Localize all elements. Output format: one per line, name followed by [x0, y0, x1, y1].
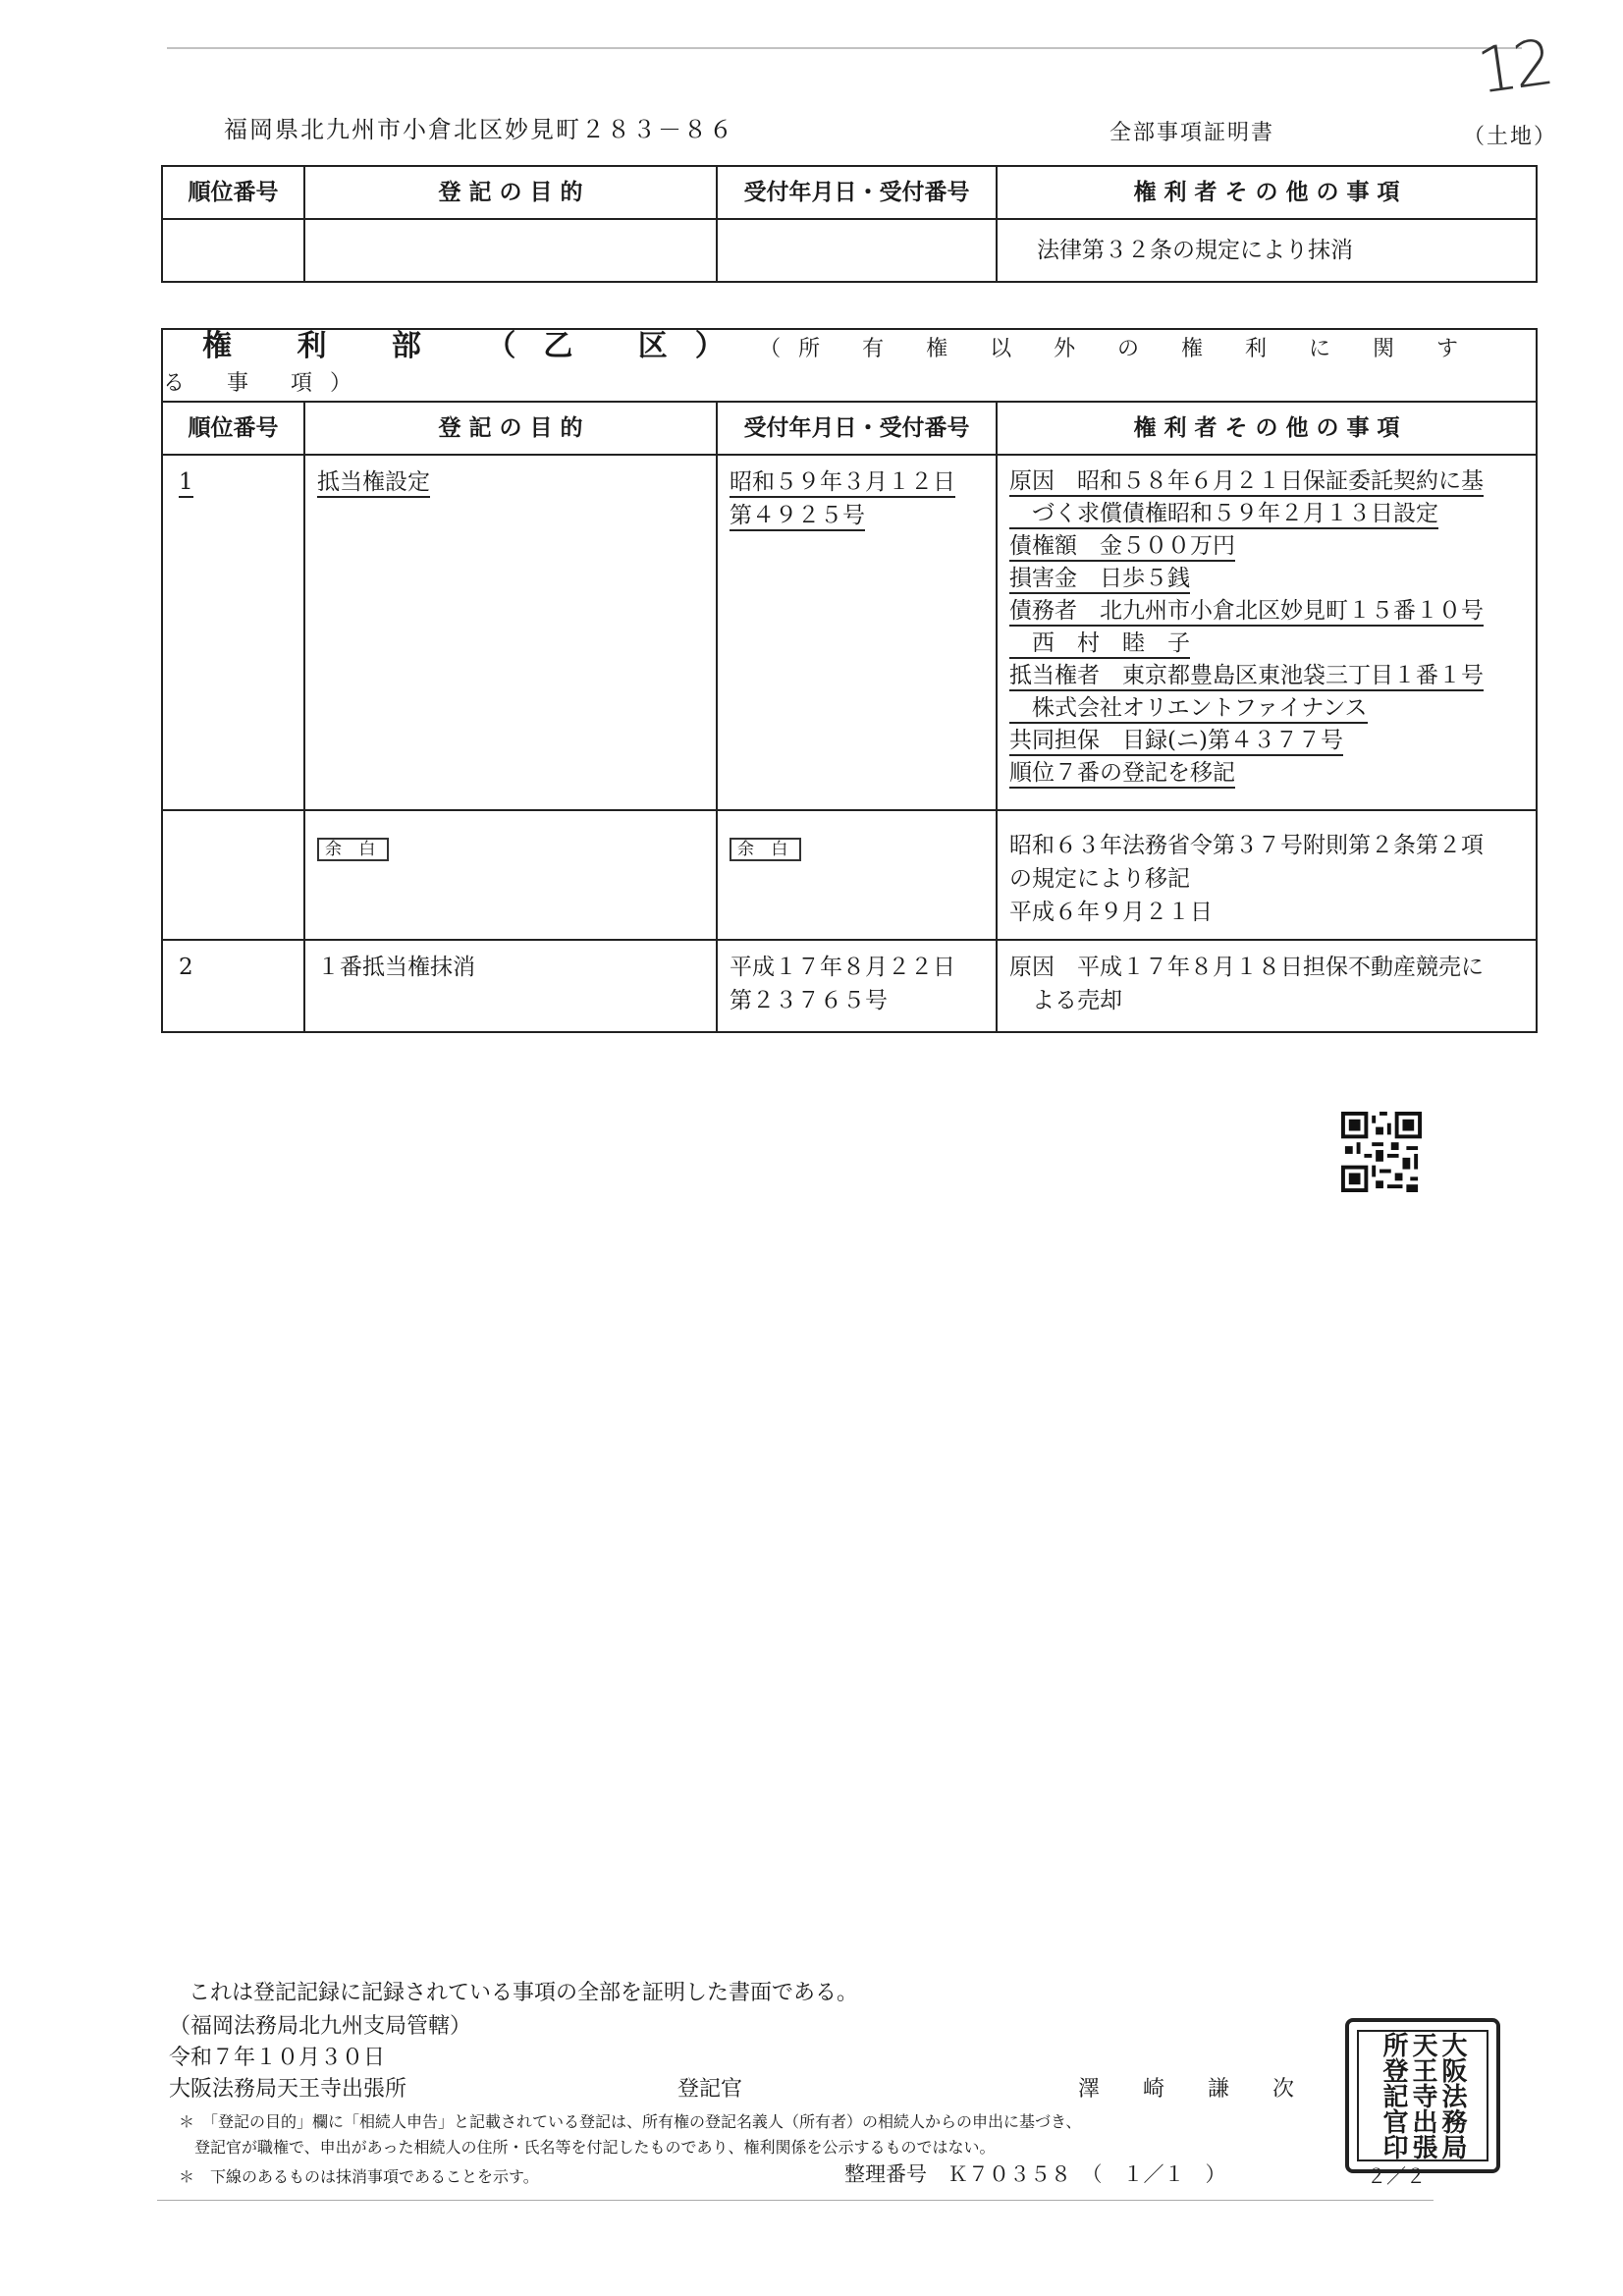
page-number: ２／２ [1367, 2164, 1426, 2188]
blank-stamp: 余 白 [317, 838, 389, 861]
holder-text: 法律第３２条の規定により抹消 [1037, 238, 1353, 263]
col-receipt: 受付年月日・受付番号 [717, 166, 997, 219]
col-rank: 順位番号 [162, 402, 304, 455]
table-row [162, 810, 1537, 940]
handwritten-page-number: 12 [1473, 27, 1555, 109]
document-type: 全部事項証明書 [1109, 121, 1275, 145]
note-line: 登記官が職権で、申出があった相続人の住所・氏名等を付記したものであり、権利関係を公示するものではない。 [179, 2138, 996, 2157]
bottom-divider [157, 2200, 1434, 2201]
entry-line: 損害金 日歩５銭 [1009, 565, 1190, 594]
top-scan-line [167, 47, 1522, 49]
col-holder: 権 利 者 そ の 他 の 事 項 [997, 166, 1537, 219]
blank-stamp: 余 白 [730, 838, 801, 861]
column-header-row [162, 402, 1537, 455]
continuation-table [161, 165, 1538, 283]
entry-purpose: 抵当権設定 [317, 468, 430, 498]
issue-date: 令和７年１０月３０日 [169, 2046, 386, 2070]
entry-line: 株式会社オリエントファイナンス [1009, 694, 1368, 724]
entry-rank: 1 [179, 468, 193, 498]
entry-purpose: １番抵当権抹消 [317, 955, 475, 980]
col-holder: 権 利 者 そ の 他 の 事 項 [997, 402, 1537, 455]
entry-line: 抵当権者 東京都豊島区東池袋三丁目１番１号 [1009, 662, 1484, 691]
otsu-section-table [161, 328, 1538, 1033]
entry-line: 順位７番の登記を移記 [1009, 759, 1235, 789]
column-header-row [162, 166, 1537, 219]
section-title-row [162, 329, 1537, 402]
entry-receipt-no: 第２３７６５号 [730, 988, 888, 1013]
entry-receipt-date: 昭和５９年３月１２日 [730, 468, 955, 498]
reference-number: 整理番号 Ｋ７０３５８ （ １／１ ） [844, 2162, 1226, 2186]
entry-rank: 2 [179, 955, 193, 980]
col-receipt: 受付年月日・受付番号 [717, 402, 997, 455]
col-purpose: 登 記 の 目 的 [304, 402, 717, 455]
entry-receipt-date: 平成１７年８月２２日 [730, 955, 955, 980]
certification-text: これは登記記録に記録されている事項の全部を証明した書面である。 [189, 1981, 859, 2005]
property-address: 福岡県北九州市小倉北区妙見町２８３－８６ [224, 116, 734, 143]
note-line: ＊ 下線のあるものは抹消事項であることを示す。 [179, 2167, 539, 2186]
table-row [162, 455, 1537, 810]
qr-code-icon [1341, 1112, 1422, 1192]
table-row [162, 940, 1537, 1032]
entry-line: 原因 平成１７年８月１８日担保不動産競売に [1009, 955, 1484, 980]
entry-line: 債権額 金５００万円 [1009, 532, 1235, 562]
entry-line: の規定により移記 [1009, 866, 1190, 892]
jurisdiction: （福岡法務局北九州支局管轄） [169, 2014, 472, 2039]
officer-name: 澤 崎 謙 次 [1078, 2077, 1295, 2102]
note-line: ＊ 「登記の目的」欄に「相続人申告」と記載されている登記は、所有権の登記名義人（所有者）の相続人からの申出に基づき、 [179, 2112, 1082, 2131]
table-row [162, 219, 1537, 282]
entry-line: 西 村 睦 子 [1009, 629, 1190, 659]
officer-title: 登記官 [677, 2077, 743, 2102]
issuing-office: 大阪法務局天王寺出張所 [169, 2077, 407, 2102]
entry-line: 共同担保 目録(ニ)第４３７７号 [1009, 727, 1343, 756]
entry-line: 原因 昭和５８年６月２１日保証委託契約に基 [1009, 467, 1484, 497]
section-subtitle: （所 有 権 以 外 の 権 利 に 関 す る 事 項） [163, 337, 1477, 396]
official-seal [1345, 2018, 1500, 2173]
entry-line: づく求償債権昭和５９年２月１３日設定 [1009, 500, 1438, 529]
entry-line: 昭和６３年法務省令第３７号附則第２条第２項 [1009, 833, 1484, 858]
seal-text: 大阪法務局天王寺出張所登記官印 [1379, 2032, 1467, 2159]
entry-line: 平成６年９月２１日 [1009, 900, 1213, 925]
section-title: 権 利 部 （乙 区） [202, 329, 752, 363]
col-purpose: 登 記 の 目 的 [304, 166, 717, 219]
land-type: （土地） [1463, 125, 1558, 149]
entry-receipt-no: 第４９２５号 [730, 502, 865, 531]
entry-line: 債務者 北九州市小倉北区妙見町１５番１０号 [1009, 597, 1484, 627]
col-rank: 順位番号 [162, 166, 304, 219]
entry-line: よる売却 [1009, 988, 1122, 1013]
